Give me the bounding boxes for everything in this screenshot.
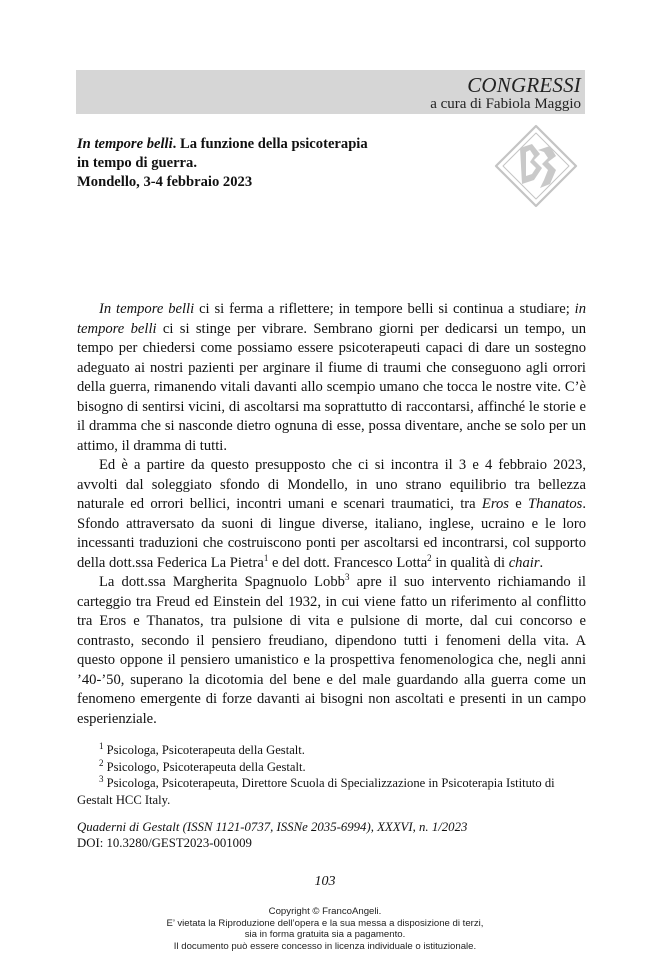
publisher-monogram-logo: [494, 124, 578, 208]
title-line-1: [77, 135, 417, 154]
p1-italic-a: In tempore belli: [99, 301, 195, 317]
p2-chair: chair: [508, 554, 540, 571]
section-header: [76, 70, 585, 114]
p2-thanatos: Thanatos: [528, 496, 583, 512]
footnote-ref-2[interactable]: 2: [427, 552, 432, 563]
footnote-text: Psicologa, Psicoterapeuta, Direttore Scuola di Specializzazione in Psicoterapia Istituto di Gestalt HCC Italy.: [77, 776, 555, 807]
paragraph-3: [77, 573, 586, 729]
copyright-notice: [0, 906, 650, 952]
footnotes: [77, 742, 586, 808]
title-line-3: Mondello, 3-4 febbraio 2023: [77, 174, 253, 190]
journal-citation: [77, 819, 586, 851]
p2-text-b: . Sfondo attraversato da suoni di lingue diverse, italiano, inglese, ucraino e le loro incessanti traduzioni che costruiscono ponti per ascoltarsi ed incontrarsi, col supporto della dott.ssa Federica La Pietra: [77, 496, 586, 571]
footnote-ref-3[interactable]: 3: [344, 572, 350, 583]
p3-text-b: apre il suo intervento richiamando il carteggio tra Freud ed Einstein del 1932, in cui viene fatto un riferimento al conflitto tra Eros e Thanatos, tra pulsione di vita e pulsione di morte, dal cui concorso e contrasto, secondo il pensiero freudiano, dipendono tutti i fenomeni della vita. A questo oppone il pensiero umanistico e la prospettiva fenomenologica che, negli anni ’40-’50, superano la dicotomia del bene e del male guardando alla guerra come un fenomeno emergente di forze davanti ai bisogni non ascoltati e presenti in un campo esperienziale.: [77, 574, 586, 727]
copyright-line-4: Il documento può essere concesso in licenza individuale o istituzionale.: [173, 940, 477, 952]
title-line-2: in tempo di guerra.: [77, 155, 197, 171]
footnote-text: Psicologo, Psicoterapeuta della Gestalt.: [103, 759, 306, 774]
footnote-ref-1[interactable]: 1: [263, 552, 269, 563]
p1-text-b: ci si ferma a riflettere; in tempore belli si continua a studiare;: [194, 301, 575, 317]
doi-link[interactable]: DOI: 10.3280/GEST2023-001009: [77, 836, 252, 850]
p2-end: .: [539, 554, 544, 571]
footnote-number: 1: [99, 740, 104, 751]
title-italic: In tempore belli: [77, 136, 173, 152]
p1-text-d: ci si stinge per vibrare. Sembrano giorni per dedicarsi un tempo, un tempo per chiedersi come possiamo essere psicoterapeuti capaci di dare un sostegno adeguato ai nostri pazienti per arginare il fiume di traumi che conseguono agli orrori della guerra, rimanendo vitali davanti allo scempio umano che tocca le nostre vite. C’è bisogno di sentirsi vicini, di ascoltarsi ma soprattutto di raccontarsi, affinché le storie e il dramma che si nasconde dietro ognuna di esse, possa diventare, anche se solo per un attimo, il dramma di tutti.: [77, 320, 586, 454]
p3-text-a: La dott.ssa Margherita Spagnuolo Lobb: [99, 574, 345, 590]
journal-reference: Quaderni di Gestalt (ISSN 1121-0737, ISSNe 2035-6994), XXXVI, n. 1/2023: [77, 820, 468, 834]
page-number: 103: [314, 874, 336, 889]
p2-eros: Eros: [481, 496, 509, 512]
title-line-1-rest: . La funzione della psicoterapia: [172, 136, 368, 152]
footnote-number: 3: [99, 773, 104, 784]
footnote-3: [77, 775, 586, 808]
article-title: [77, 135, 417, 192]
p2-text-c: e del dott. Francesco Lotta: [268, 554, 428, 571]
p2-and: e: [508, 496, 528, 512]
footnote-1: [77, 742, 586, 759]
section-title: CONGRESSI: [467, 73, 581, 97]
footnote-text: Psicologa, Psicoterapeuta della Gestalt.: [103, 743, 305, 757]
article-body: [77, 300, 586, 729]
copyright-line-2: E’ vietata la Riproduzione dell’opera e la sua messa a disposizione di terzi,: [166, 917, 484, 929]
section-editor: a cura di Fabiola Maggio: [430, 96, 581, 112]
footnote-2: [77, 759, 586, 776]
copyright-line-3: sia in forma gratuita sia a pagamento.: [244, 929, 406, 940]
p2-text-d: in qualità di: [431, 554, 509, 571]
copyright-line-1: Copyright © FrancoAngeli.: [268, 906, 382, 917]
footnote-number: 2: [99, 757, 104, 768]
p1-italic-c: in tempore belli: [77, 301, 587, 337]
paragraph-2: [77, 456, 586, 573]
p2-text-a: Ed è a partire da questo presupposto che ci si incontra il 3 e 4 febbraio 2023, avvolti dal soleggiato sfondo di Mondello, in uno strano equilibrio tra bellezza naturale ed orrori bellici, incontri umani e scenari traumatici, tra: [77, 457, 586, 512]
paragraph-1: [77, 300, 586, 456]
